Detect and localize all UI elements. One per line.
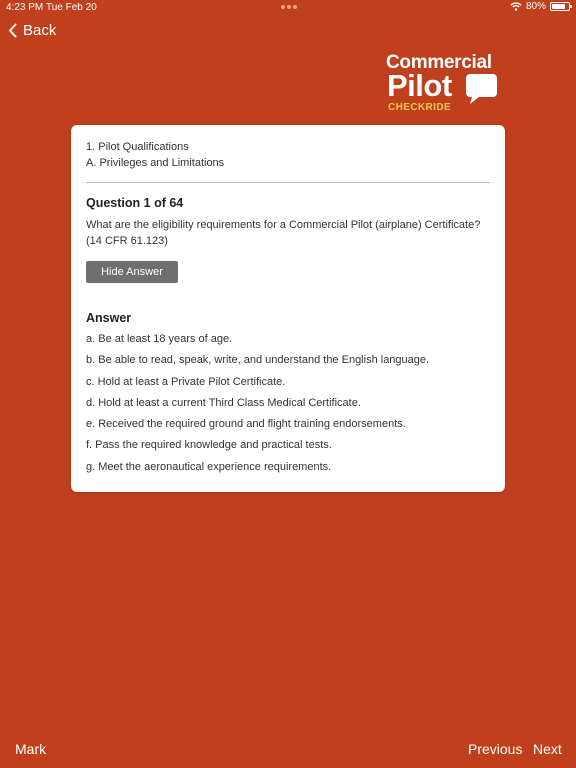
- answer-heading: Answer: [86, 311, 132, 325]
- answer-item: d. Hold at least a current Third Class Medical Certificate.: [86, 396, 361, 409]
- app-logo: [386, 53, 501, 115]
- chevron-left-icon: [8, 23, 17, 38]
- logo-line2: Pilot: [387, 68, 452, 103]
- status-time: 4:23 PM: [6, 2, 44, 13]
- next-button[interactable]: Next: [533, 741, 562, 757]
- answer-item: c. Hold at least a Private Pilot Certificate.: [86, 375, 286, 388]
- battery-level: [552, 4, 565, 9]
- previous-button[interactable]: Previous: [468, 741, 523, 757]
- mark-button[interactable]: Mark: [15, 741, 47, 757]
- question-text: What are the eligibility requirements for a Commercial Pilot (airplane) Certificate? (14 CFR 61.123): [86, 219, 481, 247]
- answer-item: g. Meet the aeronautical experience requirements.: [86, 460, 332, 473]
- hide-answer-button[interactable]: Hide Answer: [86, 261, 178, 283]
- speech-bubble-icon: [465, 73, 498, 106]
- status-right: [510, 1, 570, 12]
- battery-percent: 80%: [525, 1, 546, 12]
- logo-line3: CHECKRIDE: [388, 102, 452, 113]
- answer-item: a. Be at least 18 years of age.: [86, 333, 233, 345]
- answer-list: [86, 331, 429, 480]
- divider: [86, 182, 490, 183]
- logo-line1: Commercial: [386, 52, 492, 73]
- answer-item: b. Be able to read, speak, write, and understand the English language.: [86, 354, 430, 367]
- status-date: Tue Feb 20: [46, 2, 97, 13]
- back-label: Back: [23, 22, 57, 39]
- breadcrumb-area: 1. Pilot Qualifications: [86, 141, 189, 153]
- battery-icon: [550, 2, 570, 11]
- bottom-bar: [0, 738, 576, 762]
- back-button[interactable]: [8, 22, 56, 39]
- answer-item: f. Pass the required knowledge and practical tests.: [86, 439, 332, 452]
- status-bar: [0, 0, 576, 14]
- multitasking-dots-icon[interactable]: [281, 5, 297, 9]
- question-title: Question 1 of 64: [86, 196, 184, 210]
- answer-item: e. Received the required ground and flight training endorsements.: [86, 418, 406, 431]
- question-card: [71, 125, 505, 492]
- wifi-icon: [510, 2, 522, 11]
- breadcrumb-task: A. Privileges and Limitations: [86, 157, 225, 169]
